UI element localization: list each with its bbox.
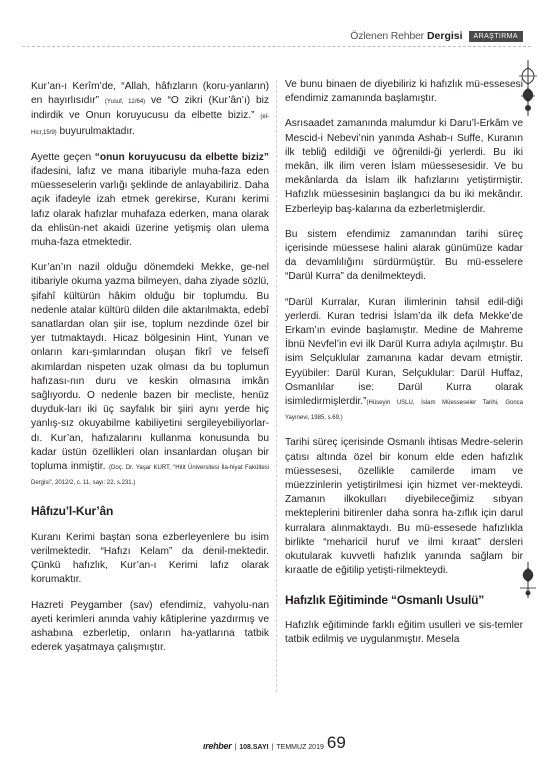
- page-footer: [203, 735, 346, 751]
- left-column: [31, 80, 269, 666]
- paragraph: Tarihi süreç içerisinde Osmanlı ihtisas Medre-selerin çatısı altında özel bir konum elde eden hafızlık müessesesi, özellikle camilerde imam ve müezzinlerin yetiştirilmesi için hizmet ver-mekteydi. Zamanın ilkokulları diyebileceğimiz sıbyan mekteplerini bitirenler daha sonra ha-zıflık için darul kurralara alınmaktaydı. Bu mü-essesede hafızlıkla birlikte “meharicil huruf ve ilmi kıraat” dersleri okutularak kuvvetli hafızlık yanında sağlam bir kıraatle de eğitilip yetişti-rilmekteydi.: [285, 437, 523, 577]
- paragraph: [31, 80, 269, 140]
- paragraph: [285, 296, 523, 426]
- text: Kur’an-ı Kerîm’de, “Allah, hâfızların (koru-yanların) en hayırlısıdır”: [31, 81, 269, 107]
- paragraph: Hafızlık eğitiminde farklı eğitim usulleri ve sis-temler tatbik edilmiş ve uygulanmıştır. Mesela: [285, 619, 523, 645]
- paragraph: Hazreti Peygamber (sav) efendimiz, vahyolu-nan ayeti kerimleri anında vahiy kâtiplerine yazdırmış ve ashabına ezberletip, onların ha-yatlarına tatbik ederek yaşatmaya çalışmıştır.: [31, 599, 269, 654]
- paragraph: Ve bunu binaen de diyebiliriz ki hafızlık mü-essesesi efendimiz zamanında başlamıştır.: [285, 79, 523, 105]
- right-column: [285, 78, 523, 658]
- section-heading: Hafızlık Eğitiminde “Osmanlı Usulü”: [285, 592, 485, 607]
- header-divider: [22, 46, 531, 47]
- text: Kur’an’ın nazil olduğu dönemdeki Mekke, ge-nel itibariyle okuma yazma bilmeyen, daha ziyade sözlü, şifahî kültürün hâkim olduğu bir toplumdu. Bu nedenle atalar kültürü dilden dile aktarılmakta, edebî sanatlardan olan şiir ise, toplum nezdinde özel bir yer tutmaktaydı. Hicaz bölgesinin Hint, Yunan ve onların karı-şımlarından oluşan fikrî ve felsefî akımlardan nispeten uzak olması da bu toplumun hafızası-nın duru ve keskin olmasına imkân sağlıyordu. O nedenle bazen bir mecliste, henüz duyduk-ları iki üç sayfalık bir şiiri aynı yerde hiç yanlış-sız okuyabilme kabiliyetini sergileyebiliyorlar-dı. Kur’an, hafızalarını kullanma konusunda bu kadar üstün özellikleri olan insanlardan oluşan bir topluma inmiştir.: [31, 262, 269, 473]
- citation: (Yusuf, 12/64): [104, 99, 146, 106]
- paragraph: [31, 151, 269, 250]
- citation: (Hüseyin USLU, İslam Müesseseler Tarihi, Gonca Yayınevi, 1985, s.69.): [285, 400, 523, 422]
- brand-logo: ırehber: [203, 741, 232, 751]
- divider: |: [234, 744, 237, 751]
- text: ifadesini, lafız ve mana itibariyle muha-faza eden müesseselerin varlığı şeklinde de anlayabiliriz. Daha açık ifadeyle izah etmek gerekirse, Kuranı kerimi lafız olarak hafızlar muhafaza ederken, mana olarak da ehlisün-net akaidi üzerine yetişmiş olan ulema muha-faza etmektedir.: [31, 166, 269, 249]
- emphasis: “onun koruyucusu da elbette biziz”: [94, 151, 269, 163]
- paragraph: Kuranı Kerimi baştan sona ezberleyenlere bu isim verilmektedir. “Hafızı Kelam” da denil-mektedir. Çünkü hafızlık, Kur’an-ı Kerimi lafız olarak korumaktır.: [31, 531, 269, 586]
- issue-number: 108.SAYI: [239, 744, 269, 751]
- text: ve “O zikri (Kur’ân’ı) biz indirdik ve Onun koruyucusu da elbette biziz.”: [31, 95, 269, 122]
- paragraph: Bu sistem efendimiz zamanından tarihi süreç içerisinde müessese halini alarak günümüze kadar da devamlılığını sürdürmüştür. Bu mü-esselere “Darül Kurra” da denilmekteydi.: [285, 228, 523, 283]
- section-tag: ARAŞTIRMA: [469, 31, 523, 42]
- citation: (el-Hicr,15/9): [31, 114, 269, 136]
- paragraph: Asrısaadet zamanında malumdur ki Daru’l-Erkâm ve Mescid-i Nebevi’nin yanında Ashab-ı Suffe, Kuranın ilk tebliğ edildiği ve öğrenildi-ği yerlerdi. Bu iki mekân, ilk ilim veren İslam müessesesidir. Ve bu mekânlarda da İslam ilk hafızlarını yetiştirmiştir. Hafızlık müessesinin başlangıcı da bu iki mekândır. Ezberleyip baş-kalarına da ezberletmişlerdir.: [285, 118, 523, 215]
- section-heading: Hâfızu’l-Kur’ân: [31, 504, 114, 519]
- magazine-name-bold: Dergisi: [426, 30, 463, 42]
- text: Ayette geçen: [31, 151, 95, 163]
- paragraph: [31, 261, 269, 490]
- citation: (Doç. Dr. Yaşar KURT, “Hitit Üniversitesi İla-hiyat Fakültesi Dergisi”, 2012/2, c. 11, sayı: 22, s.231.): [31, 465, 269, 487]
- quote: “Darül Kurralar, Kuran ilimlerinin tahsil edil-diği yerlerdi. Kuran tedrisi İslam’da ilk defa Mekke’de Erkam’ın evinde başlamıştır. Medine de Mahreme İbnü Nevfel’in evi ilk Darül Kurra adıyla açılmıştır. Bu isim Selçuklular zamanına kadar devam etmiştir. Eyyübiler: Darül Kuran, Selçuklular: Darül Huffaz, Osmanlılar ise: Darül Kurra olarak isimledirmişlerdir.”: [285, 296, 523, 408]
- divider: |: [271, 744, 274, 751]
- text: buyurulmaktadır.: [56, 125, 135, 137]
- magazine-name: Özlenen Rehber: [350, 30, 424, 42]
- page-number: 69: [326, 733, 346, 752]
- page-header: [350, 30, 523, 42]
- issue-date: TEMMUZ 2019: [276, 744, 324, 751]
- column-separator: [276, 80, 277, 692]
